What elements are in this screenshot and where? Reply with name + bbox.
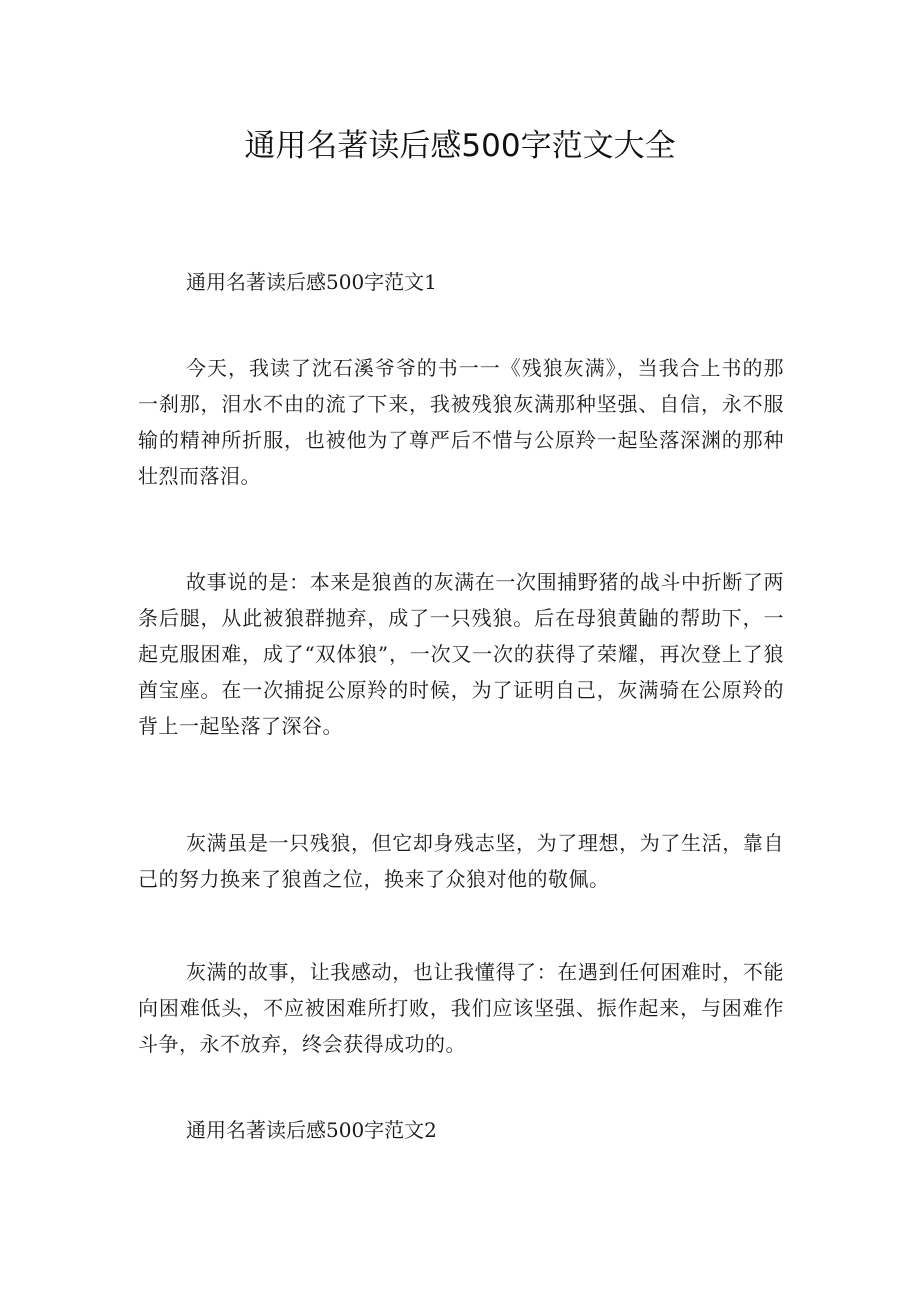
paragraph-3: 灰满虽是一只残狼，但它却身残志坚，为了理想，为了生活，靠自己的努力换来了狼酋之位，换来了众狼对他的敬佩。 (138, 831, 784, 891)
paragraph-1: 今天，我读了沈石溪爷爷的书一一《残狼灰满》，当我合上书的那一刹那，泪水不由的流了下来，我被残狼灰满那种坚强、自信，永不服输的精神所折服，也被他为了尊严后不惜与公原羚一起坠落深渊的那种壮烈而落泪。 (138, 356, 784, 488)
section-heading-1: 通用名著读后感500字范文1 (186, 270, 437, 294)
document-title: 通用名著读后感500字范文大全 (244, 128, 676, 164)
paragraph-2: 故事说的是：本来是狼酋的灰满在一次围捕野猪的战斗中折断了两条后腿，从此被狼群抛弃，成了一只残狼。后在母狼黄鼬的帮助下，一起克服困难，成了“双体狼”，一次又一次的获得了荣耀，再次登上了狼酋宝座。在一次捕捉公原羚的时候，为了证明自己，灰满骑在公原羚的背上一起坠落了深谷。 (138, 570, 784, 738)
section-heading-2: 通用名著读后感500字范文2 (186, 1118, 437, 1142)
paragraph-4: 灰满的故事，让我感动，也让我懂得了：在遇到任何困难时，不能向困难低头，不应被困难所打败，我们应该坚强、振作起来，与困难作斗争，永不放弃，终会获得成功的。 (138, 960, 784, 1056)
